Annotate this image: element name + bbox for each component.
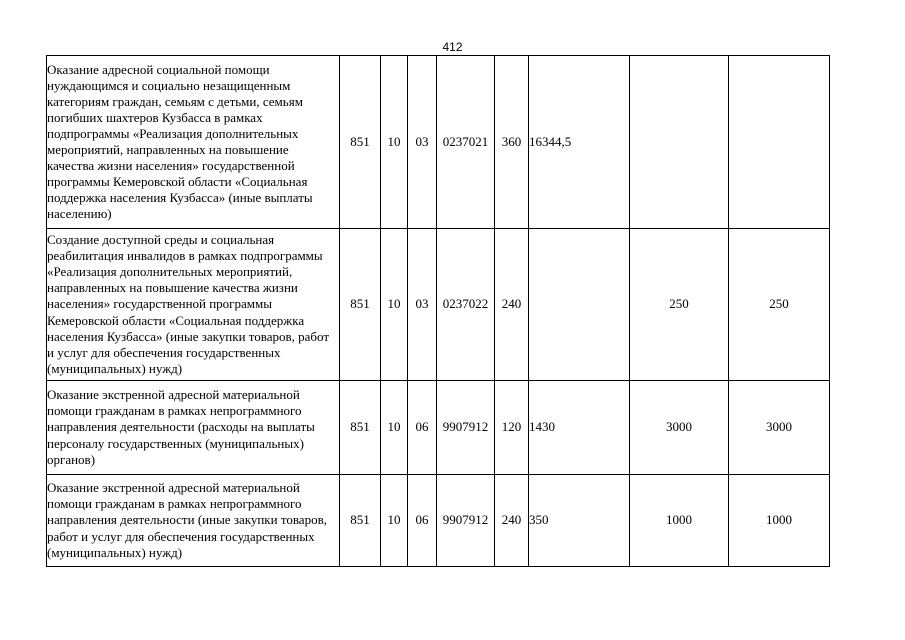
target-article-code: 9907912: [437, 381, 495, 475]
subsection-code: 03: [408, 229, 437, 381]
page-number: 412: [442, 40, 463, 54]
amount-2: [630, 56, 729, 229]
expense-type-code: 240: [495, 229, 529, 381]
row-description: Оказание адресной социальной помощи нуждающимся и социально незащищенным категориям граждан, семьям с детьми, семьям погибших шахтеров Кузбасса в рамках подпрограммы «Реализация дополнительных мероприятий, направленных на повышение качества жизни населения» государственной программы Кемеровской области «Социальная поддержка населения Кузбасса» (иные выплаты населению): [47, 56, 340, 229]
amount-3: 1000: [729, 475, 830, 567]
amount-2: 250: [630, 229, 729, 381]
amount-3: 250: [729, 229, 830, 381]
target-article-code: 0237022: [437, 229, 495, 381]
target-article-code: 0237021: [437, 56, 495, 229]
amount-3: 3000: [729, 381, 830, 475]
subsection-code: 06: [408, 381, 437, 475]
ministry-code: 851: [340, 475, 381, 567]
amount-1: [529, 229, 630, 381]
table-row: [47, 381, 830, 475]
row-description: Оказание экстренной адресной материальной помощи гражданам в рамках непрограммного направления деятельности (иные закупки товаров, работ и услуг для обеспечения государственных (муниципальных) нужд): [47, 475, 340, 567]
section-code: 10: [381, 475, 408, 567]
table-row: [47, 229, 830, 381]
row-description: Создание доступной среды и социальная реабилитация инвалидов в рамках подпрограммы «Реализация дополнительных мероприятий, направленных на повышение качества жизни населения» государственной программы Кемеровской области «Социальная поддержка населения Кузбасса» (иные закупки товаров, работ и услуг для обеспечения государственных (муниципальных) нужд): [47, 229, 340, 381]
row-description: Оказание экстренной адресной материальной помощи гражданам в рамках непрограммного направления деятельности (расходы на выплаты персоналу государственных (муниципальных) органов): [47, 381, 340, 475]
amount-2: 3000: [630, 381, 729, 475]
section-code: 10: [381, 381, 408, 475]
expense-type-code: 360: [495, 56, 529, 229]
amount-3: [729, 56, 830, 229]
budget-table: [46, 55, 830, 567]
amount-2: 1000: [630, 475, 729, 567]
ministry-code: 851: [340, 381, 381, 475]
amount-1: 350: [529, 475, 630, 567]
section-code: 10: [381, 229, 408, 381]
target-article-code: 9907912: [437, 475, 495, 567]
table-row: [47, 475, 830, 567]
ministry-code: 851: [340, 229, 381, 381]
subsection-code: 06: [408, 475, 437, 567]
amount-1: 1430: [529, 381, 630, 475]
section-code: 10: [381, 56, 408, 229]
expense-type-code: 120: [495, 381, 529, 475]
ministry-code: 851: [340, 56, 381, 229]
subsection-code: 03: [408, 56, 437, 229]
amount-1: 16344,5: [529, 56, 630, 229]
expense-type-code: 240: [495, 475, 529, 567]
table-row: [47, 56, 830, 229]
